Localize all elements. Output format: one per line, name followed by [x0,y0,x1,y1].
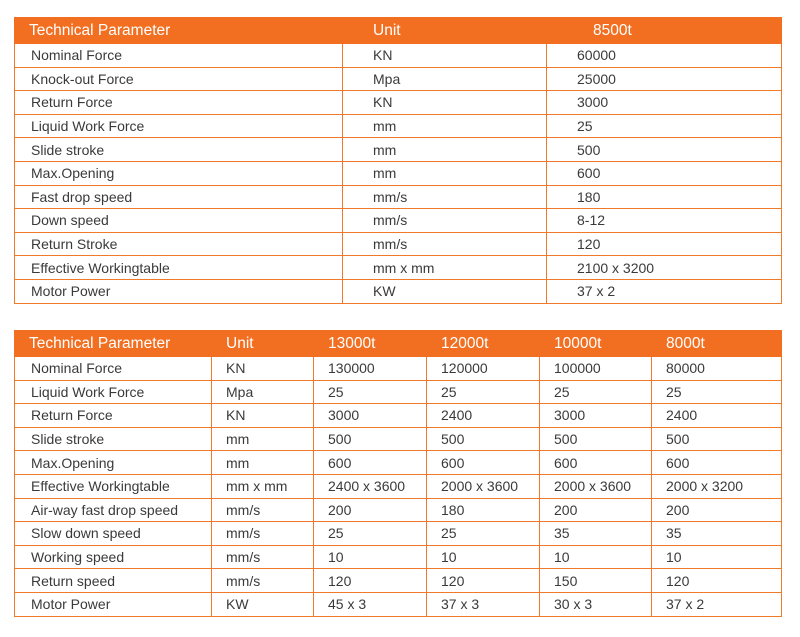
value-cell-12000t: 25 [427,522,540,546]
value-cell-10000t: 30 x 3 [540,592,652,616]
unit-cell: KW [212,592,314,616]
parameter-cell: Return Force [15,404,212,428]
unit-cell: mm/s [212,545,314,569]
table-row [15,138,782,162]
value-cell-8000t: 200 [652,498,782,522]
value-cell-8000t: 600 [652,451,782,475]
value-cell-12000t: 120000 [427,357,540,381]
unit-cell: KN [343,91,547,115]
parameter-cell: Liquid Work Force [15,114,343,138]
value-cell-10000t: 600 [540,451,652,475]
value-cell-13000t: 25 [314,380,427,404]
value-cell-13000t: 130000 [314,357,427,381]
value-cell-8500t: 37 x 2 [547,279,782,303]
unit-cell: KN [212,404,314,428]
parameter-cell: Effective Workingtable [15,474,212,498]
header-technical-parameter: Technical Parameter [15,18,343,44]
value-cell-10000t: 150 [540,569,652,593]
value-cell-8000t: 80000 [652,357,782,381]
parameter-cell: Down speed [15,209,343,233]
header-model-8500t: 8500t [547,18,782,44]
value-cell-8000t: 120 [652,569,782,593]
value-cell-13000t: 45 x 3 [314,592,427,616]
table-row [15,91,782,115]
parameter-cell: Max.Opening [15,161,343,185]
table-row [15,357,782,381]
table-row [15,427,782,451]
table-body [15,44,782,304]
table-header-row [15,331,782,357]
parameter-cell: Slide stroke [15,138,343,162]
header-model-13000t: 13000t [314,331,427,357]
value-cell-13000t: 25 [314,522,427,546]
table-body [15,357,782,617]
value-cell-8000t: 25 [652,380,782,404]
parameter-cell: Motor Power [15,592,212,616]
value-cell-8000t: 2400 [652,404,782,428]
unit-cell: Mpa [212,380,314,404]
table-row [15,279,782,303]
value-cell-8500t: 60000 [547,44,782,68]
table-row [15,67,782,91]
value-cell-8000t: 37 x 2 [652,592,782,616]
parameter-cell: Max.Opening [15,451,212,475]
parameter-cell: Air-way fast drop speed [15,498,212,522]
header-model-12000t: 12000t [427,331,540,357]
header-model-8000t: 8000t [652,331,782,357]
table-header-row [15,18,782,44]
table-row [15,161,782,185]
unit-cell: mm/s [343,232,547,256]
value-cell-13000t: 10 [314,545,427,569]
table-row [15,256,782,280]
value-cell-12000t: 600 [427,451,540,475]
value-cell-10000t: 10 [540,545,652,569]
unit-cell: mm/s [343,185,547,209]
value-cell-8500t: 120 [547,232,782,256]
value-cell-13000t: 500 [314,427,427,451]
header-unit: Unit [212,331,314,357]
value-cell-8000t: 500 [652,427,782,451]
unit-cell: mm x mm [343,256,547,280]
unit-cell: KN [343,44,547,68]
value-cell-13000t: 600 [314,451,427,475]
value-cell-12000t: 180 [427,498,540,522]
unit-cell: Mpa [343,67,547,91]
value-cell-13000t: 2400 x 3600 [314,474,427,498]
table-row [15,380,782,404]
unit-cell: KN [212,357,314,381]
value-cell-10000t: 2000 x 3600 [540,474,652,498]
unit-cell: mm/s [212,498,314,522]
table-row [15,474,782,498]
value-cell-12000t: 500 [427,427,540,451]
value-cell-8500t: 25 [547,114,782,138]
unit-cell: mm x mm [212,474,314,498]
parameter-cell: Liquid Work Force [15,380,212,404]
table-row [15,114,782,138]
unit-cell: mm [343,138,547,162]
unit-cell: mm [212,427,314,451]
value-cell-10000t: 500 [540,427,652,451]
table-row [15,451,782,475]
value-cell-13000t: 200 [314,498,427,522]
value-cell-8500t: 180 [547,185,782,209]
value-cell-10000t: 3000 [540,404,652,428]
table-row [15,592,782,616]
value-cell-13000t: 120 [314,569,427,593]
parameter-cell: Return Force [15,91,343,115]
table-row [15,522,782,546]
unit-cell: KW [343,279,547,303]
parameter-cell: Working speed [15,545,212,569]
spec-table-8500t [14,17,782,304]
value-cell-8500t: 25000 [547,67,782,91]
table-row [15,545,782,569]
parameter-cell: Slow down speed [15,522,212,546]
value-cell-10000t: 100000 [540,357,652,381]
value-cell-12000t: 2400 [427,404,540,428]
value-cell-8500t: 500 [547,138,782,162]
value-cell-8500t: 2100 x 3200 [547,256,782,280]
header-technical-parameter: Technical Parameter [15,331,212,357]
spec-table-multi-model [14,330,782,617]
value-cell-8000t: 2000 x 3200 [652,474,782,498]
table-row [15,498,782,522]
value-cell-13000t: 3000 [314,404,427,428]
value-cell-8000t: 35 [652,522,782,546]
value-cell-10000t: 200 [540,498,652,522]
value-cell-10000t: 25 [540,380,652,404]
parameter-cell: Knock-out Force [15,67,343,91]
header-model-10000t: 10000t [540,331,652,357]
value-cell-8000t: 10 [652,545,782,569]
unit-cell: mm [212,451,314,475]
unit-cell: mm [343,114,547,138]
value-cell-12000t: 120 [427,569,540,593]
parameter-cell: Motor Power [15,279,343,303]
parameter-cell: Effective Workingtable [15,256,343,280]
table-row [15,232,782,256]
value-cell-12000t: 25 [427,380,540,404]
unit-cell: mm [343,161,547,185]
parameter-cell: Return speed [15,569,212,593]
value-cell-8500t: 600 [547,161,782,185]
table-row [15,569,782,593]
parameter-cell: Nominal Force [15,44,343,68]
value-cell-8500t: 3000 [547,91,782,115]
unit-cell: mm/s [212,522,314,546]
value-cell-8500t: 8-12 [547,209,782,233]
parameter-cell: Fast drop speed [15,185,343,209]
header-unit: Unit [343,18,547,44]
unit-cell: mm/s [212,569,314,593]
value-cell-10000t: 35 [540,522,652,546]
table-row [15,185,782,209]
value-cell-12000t: 37 x 3 [427,592,540,616]
value-cell-12000t: 2000 x 3600 [427,474,540,498]
value-cell-12000t: 10 [427,545,540,569]
table-row [15,209,782,233]
table-row [15,404,782,428]
table-row [15,44,782,68]
parameter-cell: Slide stroke [15,427,212,451]
parameter-cell: Nominal Force [15,357,212,381]
unit-cell: mm/s [343,209,547,233]
parameter-cell: Return Stroke [15,232,343,256]
